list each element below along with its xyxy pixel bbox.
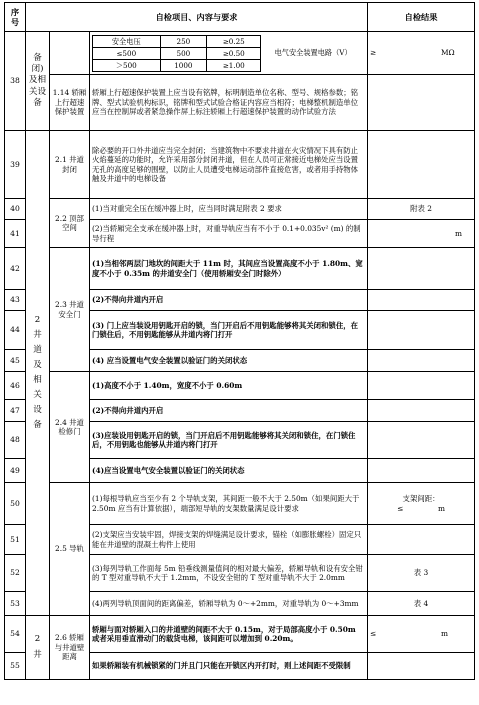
row-no-39: 39 (5, 131, 26, 199)
category-cont (26, 32, 50, 131)
requirement-47: (2)不得向井道内开启 (90, 400, 368, 422)
group2-char-5: 关 (33, 390, 42, 401)
voltage-row1-a: ≤500 (93, 47, 161, 59)
voltage-row2-b: 1000 (160, 59, 207, 71)
category-2-shaft (26, 131, 50, 616)
table-row (5, 248, 475, 290)
result-48 (368, 422, 475, 459)
row-no-40: 40 (5, 199, 26, 220)
requirement-40: (1)当对重完全压在缓冲器上时，应当同时满足附表 2 要求 (90, 199, 368, 220)
header-item: 自检项目、内容与要求 (26, 3, 368, 32)
requirement-38: 轿厢上行超速保护装置上应当设有铭牌，标明制造单位名称、型号、规格参数；铭牌、型式试验机构标识，铭牌和型式试验合格证内容应当相符；电梯整机制造单位应当在控制屏或者紧急操作屏上标注轿厢上行超速保护装置的动作试验方法 (90, 75, 368, 131)
row-no-41: 41 (5, 220, 26, 248)
requirement-49: (4)应当设置电气安全装置以验证门的关闭状态 (90, 459, 368, 483)
row-no-50: 50 (5, 483, 26, 525)
row-no-54: 54 (5, 616, 26, 653)
requirement-53: (4)两列导轨顶面间的距离偏差，轿厢导轨为 0～+2mm，对重导轨为 0～+3mm (90, 592, 368, 616)
requirement-43: (2)不得向井道内开启 (90, 290, 368, 311)
group2-char-1: 井 (33, 329, 42, 340)
requirement-45: (4) 应当设置电气安全装置以验证门的关闭状态 (90, 350, 368, 372)
category-cont-text: 备闭)及相关设备 (28, 53, 47, 108)
result-le-54: ≤ (370, 629, 377, 639)
group3-char-0: 2 (34, 634, 41, 645)
requirement-52: (3)每列导轨工作面每 5m 铅垂线测量值间的相对最大偏差，轿厢导轨和设有安全钳的 T 型对重导轨不大于 1.2mm，不设安全钳的 T 型对重导轨不大于 2.0mm (90, 555, 368, 592)
voltage-row2-a: ＞500 (93, 59, 161, 71)
voltage-first-a: 安全电压 (93, 35, 161, 47)
result-52: 表 3 (368, 555, 475, 592)
voltage-row1-c: ≥0.50 (207, 47, 261, 59)
row-no-42: 42 (5, 248, 26, 290)
requirement-41: (2)当轿厢完全支承在缓冲器上时，对重导轨应当有不小于 0.1+0.035v² (m) 的制导行程 (90, 220, 368, 248)
row-no-45: 45 (5, 350, 26, 372)
group2-char-4: 相 (33, 375, 42, 385)
voltage-row1-b: 500 (160, 47, 207, 59)
table-row (5, 131, 475, 199)
result-le-50: ≤ (397, 503, 404, 513)
sub-item-blank (50, 32, 90, 75)
row-no-49: 49 (5, 459, 26, 483)
voltage-first-c: ≥0.25 (207, 35, 261, 47)
sub-item-2-5: 2.5 导轨 (50, 483, 90, 616)
row-no-46: 46 (5, 372, 26, 400)
row-no-55: 55 (5, 653, 26, 680)
requirement-51: (2)支架应当安装牢固，焊接支架的焊缝满足设计要求，锚栓（如膨胀螺栓）固定只能在井道壁的混凝土构件上使用 (90, 525, 368, 555)
row-no-53: 53 (5, 592, 26, 616)
group2-char-0: 2 (34, 314, 41, 325)
result-55 (368, 653, 475, 680)
requirement-54: 轿厢与面对轿厢入口的井道壁的间距不大于 0.15m，对于局部高度小于 0.50m 或者采用垂直滑动门的载货电梯，该间距可以增加到 0.20m。 (90, 616, 368, 653)
group2-char-3: 及 (33, 359, 42, 370)
voltage-first-b: 250 (160, 35, 207, 47)
result-unit-50: m (437, 503, 445, 513)
result-label-50: 支架间距： (402, 494, 440, 504)
result-41 (368, 220, 475, 248)
group3-char-1: 井 (33, 649, 42, 660)
sub-item-2-1: 2.1 井道封闭 (50, 131, 90, 199)
sub-item-2-2: 2.2 顶部空间 (50, 199, 90, 248)
row-no-52: 52 (5, 555, 26, 592)
table-row (5, 616, 475, 653)
requirement-42: (1)当相邻两层门地坎的间距大于 11m 时，其间应当设置高度不小于 1.80m、宽度不小于 0.35m 的井道安全门（使用轿厢安全门时除外） (90, 248, 368, 290)
result-43 (368, 290, 475, 311)
voltage-table (92, 35, 261, 72)
result-47 (368, 400, 475, 422)
result-40: 附表 2 (368, 199, 475, 220)
result-46 (368, 372, 475, 400)
table-row (5, 199, 475, 220)
result-unit-mohm: MΩ (440, 48, 455, 58)
requirement-46: (1)高度不小于 1.40m，宽度不小于 0.60m (90, 372, 368, 400)
table-row (5, 32, 475, 75)
voltage-row2-c: ≥1.00 (207, 59, 261, 71)
result-45 (368, 350, 475, 372)
result-53: 表 4 (368, 592, 475, 616)
row-no-44: 44 (5, 311, 26, 350)
sub-item-1-14: 1.14 轿厢上行超速保护装置 (50, 75, 90, 131)
requirement-55: 如果轿厢装有机械锁紧的门并且门只能在开锁区内开打时，则上述间距不受限制 (90, 653, 368, 680)
table-row (5, 75, 475, 131)
result-42 (368, 248, 475, 290)
row-no-47: 47 (5, 400, 26, 422)
group2-char-6: 设 (33, 405, 42, 416)
requirement-44: (3) 门上应当装设用钥匙开启的锁，当门开启后不用钥匙能够将其关闭和锁住，在门锁住后，不用钥匙能够从井道内将门打开 (90, 311, 368, 350)
result-38 (368, 75, 475, 131)
row-no-43: 43 (5, 290, 26, 311)
table-row (5, 483, 475, 525)
result-54 (368, 616, 475, 653)
circuit-text: 电气安全装置电路（V） (274, 48, 352, 58)
requirement-48: (3)应装设用钥匙开启的锁，当门开启后不用钥匙能够将其关闭和锁住，在门锁住后，不用钥匙也能够从井道内将门打开 (90, 422, 368, 459)
result-insulation (368, 32, 475, 75)
header-result: 自检结果 (368, 3, 475, 32)
result-ge: ≥ (370, 48, 377, 58)
table-header-row (5, 3, 475, 32)
sub-item-2-6: 2.6 轿厢与井道壁距离 (50, 616, 90, 680)
result-51 (368, 525, 475, 555)
row-no-51: 51 (5, 525, 26, 555)
sub-item-2-4: 2.4 井道检修门 (50, 372, 90, 483)
sub-item-2-3: 2.3 井道安全门 (50, 248, 90, 372)
result-44 (368, 311, 475, 350)
inspection-table (4, 2, 475, 680)
table-row (5, 372, 475, 400)
group2-char-7: 备 (33, 420, 42, 431)
result-39 (368, 131, 475, 199)
row-no-48: 48 (5, 422, 26, 459)
result-unit-54: m (440, 629, 448, 639)
header-no: 序号 (5, 3, 26, 32)
result-unit-41: m (455, 228, 463, 238)
group2-char-2: 道 (33, 344, 42, 355)
requirement-50: (1)每根导轨应当至少有 2 个导轨支架，其间距一般不大于 2.50m（如果间距大于 2.50m 应当有计算依据），端部短导轨的支架数量满足设计要求 (90, 483, 368, 525)
requirement-39: 除必要的开口外井道应当完全封闭；当建筑物中不要求井道在火灾情况下具有防止火焰蔓延的功能时，允许采用部分封闭井道，但在人员可正常接近电梯处应当设置无孔的高度足够的围壁，以防止人员遭受电梯运动部件直接危害，或者用手持物体触及井道中的电梯设备 (90, 131, 368, 199)
result-50 (368, 483, 475, 525)
voltage-cell (90, 32, 368, 75)
result-49 (368, 459, 475, 483)
category-2-shaft-cont (26, 616, 50, 680)
row-no-38: 38 (5, 32, 26, 131)
